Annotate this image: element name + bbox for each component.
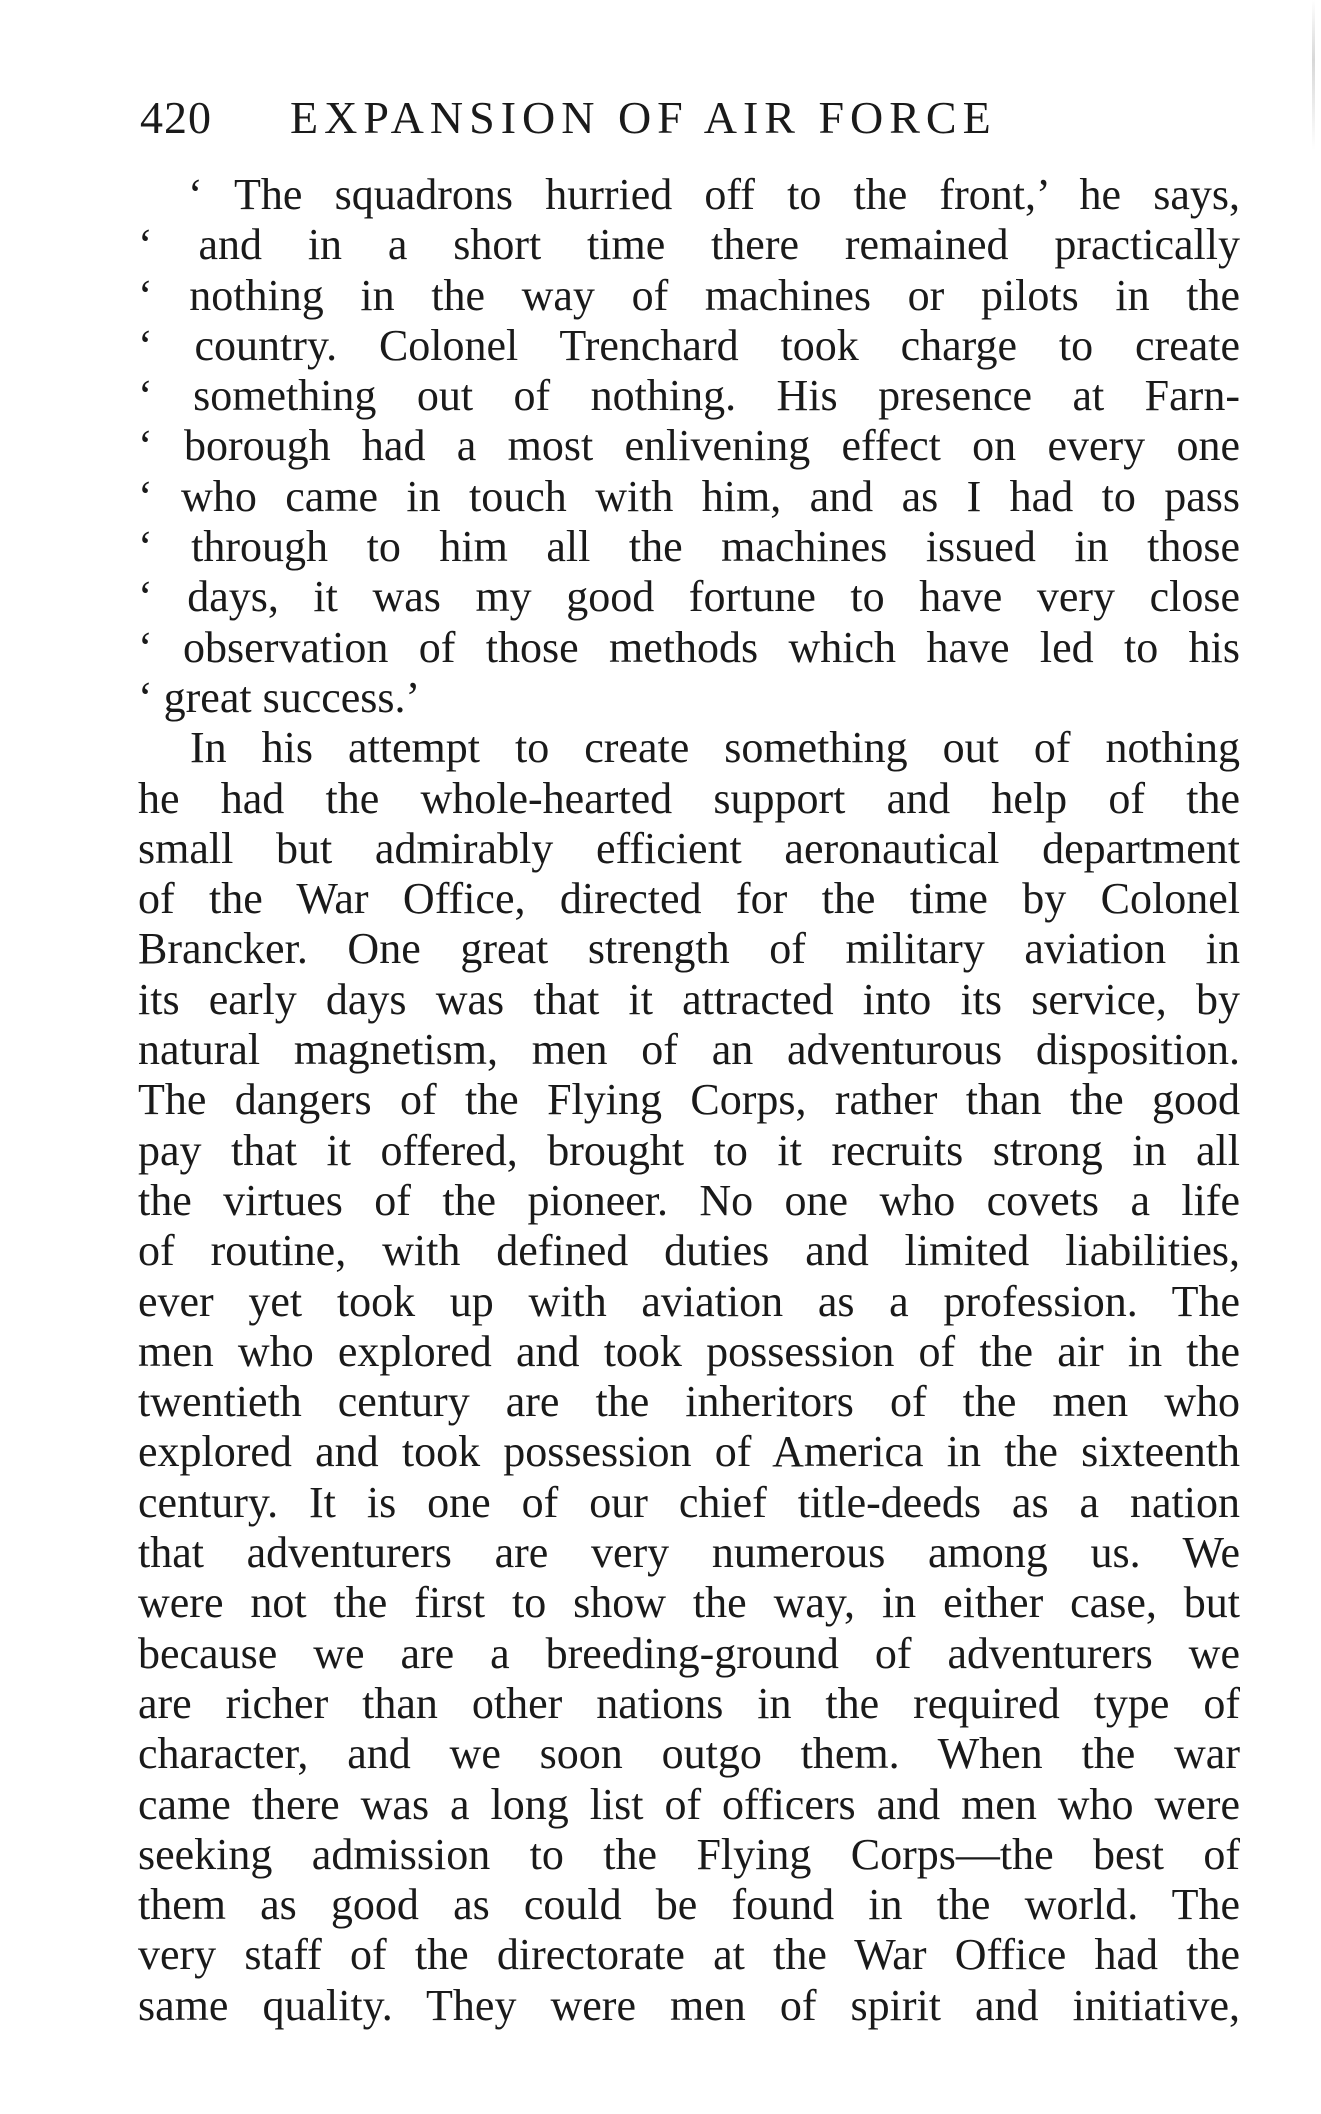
body-line: seeking admission to the Flying Corps—the best of <box>138 1829 1240 1879</box>
body-line: natural magnetism, men of an adventurous disposition. <box>138 1025 1240 1075</box>
body-line: because we are a breeding-ground of adventurers we <box>138 1628 1240 1678</box>
body-line: them as good as could be found in the world. The <box>138 1880 1240 1930</box>
body-line: century. It is one of our chief title-deeds as a nation <box>138 1477 1240 1527</box>
body-line: men who explored and took possession of the air in the <box>138 1326 1240 1376</box>
body-line: character, and we soon outgo them. When the war <box>138 1729 1240 1779</box>
body-line: that adventurers are very numerous among us. We <box>138 1528 1240 1578</box>
body-line: same quality. They were men of spirit and initiative, <box>138 1980 1240 2030</box>
quote-line: ‘ observation of those methods which have led to his <box>138 622 1240 672</box>
body-line: Brancker. One great strength of military aviation in <box>138 924 1240 974</box>
body-line: its early days was that it attracted into its service, by <box>138 974 1240 1024</box>
body-line: explored and took possession of America in the sixteenth <box>138 1427 1240 1477</box>
scan-edge-mark <box>1312 0 1315 150</box>
quote-line: ‘ and in a short time there remained practically <box>138 220 1240 270</box>
body-line: were not the first to show the way, in either case, but <box>138 1578 1240 1628</box>
page-number: 420 <box>140 92 212 143</box>
quote-line: ‘ great success.’ <box>138 672 421 722</box>
body-line: he had the whole-hearted support and help of the <box>138 773 1240 823</box>
text-block <box>138 170 1240 2031</box>
body-line: of routine, with defined duties and limited liabilities, <box>138 1226 1240 1276</box>
page-header <box>140 88 1240 148</box>
body-line: twentieth century are the inheritors of the men who <box>138 1377 1240 1427</box>
quote-line: ‘ country. Colonel Trenchard took charge to create <box>138 320 1240 370</box>
quote-line: ‘ through to him all the machines issued in those <box>138 522 1240 572</box>
body-line: The dangers of the Flying Corps, rather than the good <box>138 1075 1240 1125</box>
quote-line: ‘ something out of nothing. His presence at Farn- <box>138 371 1240 421</box>
quote-line: ‘ nothing in the way of machines or pilots in the <box>138 270 1240 320</box>
body-line: In his attempt to create something out of nothing <box>190 723 1240 773</box>
body-line: very staff of the directorate at the War Office had the <box>138 1930 1240 1980</box>
quote-line: ‘ days, it was my good fortune to have very close <box>138 572 1240 622</box>
quote-line: ‘ who came in touch with him, and as I had to pass <box>138 471 1240 521</box>
body-line: pay that it offered, brought to it recruits strong in all <box>138 1125 1240 1175</box>
body-paragraph <box>138 723 1240 2031</box>
running-head: EXPANSION OF AIR FORCE <box>290 92 997 143</box>
body-line: the virtues of the pioneer. No one who covets a life <box>138 1175 1240 1225</box>
body-line: small but admirably efficient aeronautical department <box>138 823 1240 873</box>
body-line: ever yet took up with aviation as a profession. The <box>138 1276 1240 1326</box>
body-line: came there was a long list of officers and men who were <box>138 1779 1240 1829</box>
body-line: are richer than other nations in the required type of <box>138 1678 1240 1728</box>
quote-line: ‘ borough had a most enlivening effect on every one <box>138 421 1240 471</box>
quotation <box>138 170 1240 723</box>
quote-line: ‘ The squadrons hurried off to the front,’ he says, <box>188 170 1240 219</box>
body-line: of the War Office, directed for the time by Colonel <box>138 874 1240 924</box>
